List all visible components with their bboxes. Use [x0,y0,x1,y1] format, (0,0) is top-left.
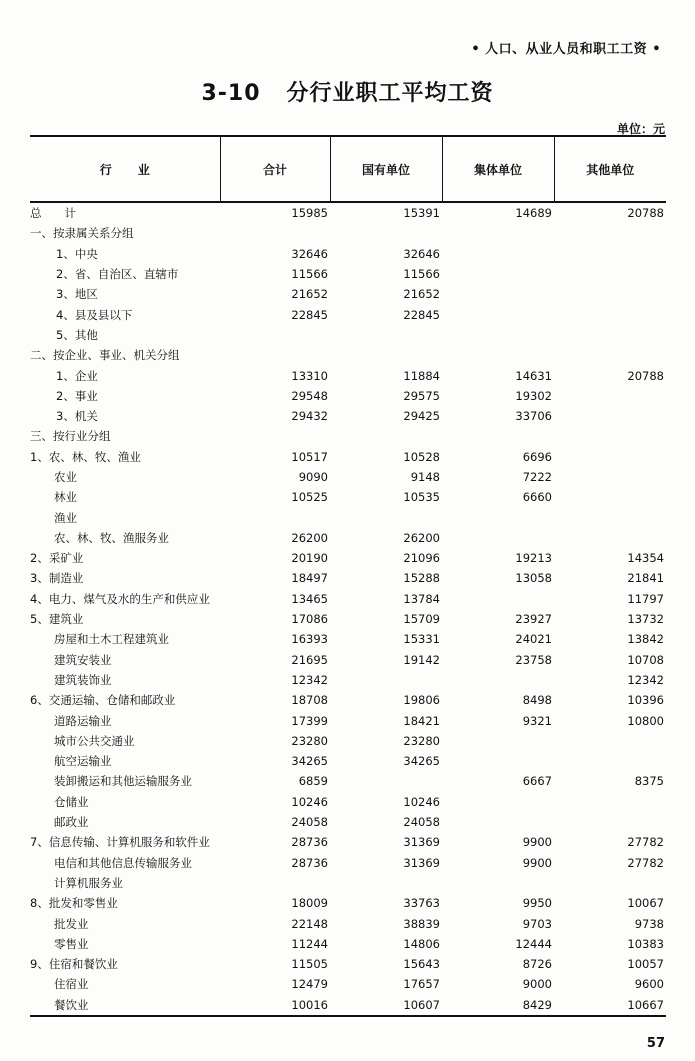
cell-other: 13842 [627,632,664,647]
table-row [30,731,666,751]
cell-state: 10528 [403,449,440,464]
row-label: 9、住宿和餐饮业 [30,957,118,972]
cell-collective: 9900 [522,855,552,870]
cell-other: 11797 [627,591,664,606]
cell-collective: 9000 [522,977,552,992]
cell-state [330,771,442,791]
cell-collective: 13058 [515,571,552,586]
cell-state: 38839 [403,916,440,931]
cell-collective: 6660 [522,490,552,505]
cell-state: 10246 [403,794,440,809]
table-row [30,995,666,1016]
cell-total [220,873,330,893]
table-row [30,568,666,588]
cell-other [554,467,666,487]
cell-other: 10067 [627,896,664,911]
cell-state: 32646 [403,246,440,261]
cell-collective [442,264,554,284]
cell-total: 29432 [291,409,328,424]
cell-total [220,325,330,345]
cell-other [554,284,666,304]
row-label: 零售业 [54,936,89,951]
cell-state [330,345,442,365]
row-label: 建筑装饰业 [54,672,112,687]
row-label: 房屋和土木工程建筑业 [54,632,169,647]
row-label: 2、采矿业 [30,551,84,566]
cell-state [330,325,442,345]
table-row [30,792,666,812]
table-row [30,426,666,446]
cell-total: 9090 [298,470,328,484]
row-label: 6、交通运输、仓储和邮政业 [30,693,176,708]
table-row [30,447,666,467]
row-label: 3、制造业 [30,571,84,586]
row-label: 一、按隶属关系分组 [30,226,134,241]
cell-other [554,447,666,467]
row-label: 1、中央 [56,246,98,261]
cell-total: 13465 [291,591,328,606]
table-row [30,853,666,873]
cell-state: 19142 [403,652,440,667]
cell-total: 11505 [291,957,328,972]
cell-collective: 24021 [515,632,552,647]
cell-total: 21695 [291,652,328,667]
row-label: 仓储业 [54,794,89,809]
cell-total: 32646 [291,246,328,261]
table-row [30,670,666,690]
cell-collective: 8498 [522,693,552,708]
row-label: 1、企业 [56,368,98,383]
cell-total: 11566 [291,267,328,282]
col-header-total: 合计 [220,136,330,202]
row-label: 1、农、林、牧、渔业 [30,449,141,464]
cell-collective: 9703 [522,916,552,931]
cell-other: 10057 [627,957,664,972]
cell-collective [442,528,554,548]
cell-state: 11566 [403,267,440,282]
cell-collective: 23927 [515,612,552,627]
cell-state: 24058 [403,815,440,830]
cell-state: 34265 [403,754,440,769]
col-header-other: 其他单位 [554,136,666,202]
unit-label: 单位：元 [616,122,665,136]
cell-other: 13732 [627,612,664,627]
row-label: 总 计 [30,206,76,221]
cell-other [554,792,666,812]
wage-table [30,135,666,1017]
row-label: 三、按行业分组 [30,429,111,444]
cell-total: 17086 [291,612,328,627]
cell-state: 10607 [330,995,442,1016]
cell-total [220,345,330,365]
cell-other [554,873,666,893]
table-row [30,304,666,324]
cell-other: 10383 [627,936,664,951]
row-label: 住宿业 [54,977,89,992]
cell-total: 12342 [291,672,328,687]
row-label: 电信和其他信息传输服务业 [54,855,192,870]
cell-total: 16393 [291,632,328,647]
cell-total: 10016 [220,995,330,1016]
col-header-industry: 行业 [30,136,220,202]
cell-other: 21841 [627,571,664,586]
cell-collective [442,731,554,751]
cell-total: 22148 [291,916,328,931]
row-label: 3、地区 [56,287,98,302]
cell-collective [442,284,554,304]
cell-other [554,507,666,527]
cell-state: 15288 [403,571,440,586]
cell-other: 9738 [634,916,664,931]
col-header-collective: 集体单位 [442,136,554,202]
cell-other [554,223,666,243]
cell-collective: 14631 [515,368,552,383]
cell-collective: 12444 [515,936,552,951]
cell-state: 23280 [403,733,440,748]
cell-other: 9600 [634,977,664,992]
cell-collective [442,304,554,324]
cell-total: 24058 [291,815,328,830]
cell-collective: 33706 [515,409,552,424]
cell-state: 15709 [403,612,440,627]
cell-state: 22845 [403,307,440,322]
table-row [30,771,666,791]
row-label: 4、县及县以下 [56,307,133,322]
cell-state [330,873,442,893]
table-row [30,893,666,913]
row-label: 5、其他 [56,327,98,342]
row-label: 道路运输业 [54,713,112,728]
cell-total: 18009 [291,896,328,911]
cell-state: 21652 [403,287,440,302]
row-label: 农业 [54,470,77,484]
cell-collective: 23758 [515,652,552,667]
cell-state: 31369 [403,855,440,870]
cell-other: 27782 [627,835,664,850]
cell-total: 13310 [291,368,328,383]
cell-state: 33763 [403,896,440,911]
running-header: • 人口、从业人员和职工工资 • [471,42,661,57]
row-label: 5、建筑业 [30,612,84,627]
row-label: 航空运输业 [54,754,112,769]
row-label: 计算机服务业 [54,875,123,890]
table-row [30,264,666,284]
cell-total: 21652 [291,287,328,302]
cell-collective: 8726 [522,957,552,972]
cell-state: 29425 [403,409,440,424]
cell-other [554,528,666,548]
table-body [30,202,666,1016]
cell-total: 28736 [291,835,328,850]
cell-state [330,426,442,446]
table-row [30,528,666,548]
row-label: 2、省、自治区、直辖市 [56,267,179,282]
cell-state: 31369 [403,835,440,850]
cell-state: 29575 [403,388,440,403]
row-label: 渔业 [54,510,77,525]
page-number: 57 [646,1036,665,1051]
table-header-row [30,136,666,202]
cell-collective: 14689 [515,206,552,221]
cell-collective [442,751,554,771]
cell-other [554,325,666,345]
cell-collective [442,792,554,812]
table-row [30,650,666,670]
row-label: 3、机关 [56,409,98,424]
page-title [0,76,695,107]
table-row [30,609,666,629]
table-row [30,202,666,223]
table-row [30,690,666,710]
cell-state: 10535 [403,490,440,505]
table-row [30,873,666,893]
cell-other: 20788 [627,368,664,383]
table-row [30,812,666,832]
cell-collective: 19213 [515,551,552,566]
cell-state: 13784 [403,591,440,606]
cell-total: 20190 [291,551,328,566]
cell-state: 11884 [403,368,440,383]
cell-total: 29548 [291,388,328,403]
cell-state: 21096 [403,551,440,566]
row-label: 建筑安装业 [54,652,112,667]
cell-state: 17657 [403,977,440,992]
cell-collective [442,244,554,264]
cell-other [554,812,666,832]
cell-collective [442,325,554,345]
cell-other: 8375 [634,774,664,789]
cell-other [554,244,666,264]
cell-other [554,426,666,446]
cell-other [554,487,666,507]
row-label: 8、批发和零售业 [30,896,118,911]
cell-collective [442,426,554,446]
cell-collective: 9950 [522,896,552,911]
cell-other [554,264,666,284]
cell-other: 12342 [627,672,664,687]
cell-other: 20788 [627,206,664,221]
cell-collective: 7222 [522,470,552,484]
cell-other [554,751,666,771]
table-row [30,954,666,974]
cell-total: 10517 [291,449,328,464]
cell-total: 11244 [291,936,328,951]
cell-collective [442,345,554,365]
cell-other [554,731,666,751]
cell-collective [442,873,554,893]
table-row [30,467,666,487]
table-row [30,589,666,609]
row-label: 城市公共交通业 [54,733,135,748]
cell-state [330,223,442,243]
table-row [30,345,666,365]
table-row [30,284,666,304]
cell-other [554,406,666,426]
cell-collective: 9900 [522,835,552,850]
row-label: 2、事业 [56,388,98,403]
cell-state: 15331 [403,632,440,647]
cell-other: 10667 [554,995,666,1016]
table-row [30,629,666,649]
table-row [30,325,666,345]
cell-other: 10708 [627,652,664,667]
cell-other: 14354 [627,551,664,566]
cell-total: 34265 [291,754,328,769]
cell-collective [442,507,554,527]
cell-collective: 6696 [522,449,552,464]
table-row [30,913,666,933]
cell-total: 12479 [291,977,328,992]
cell-state: 15643 [403,957,440,972]
cell-collective [442,670,554,690]
cell-collective: 6667 [522,774,552,789]
cell-other [554,304,666,324]
cell-total: 18497 [291,571,328,586]
table-row [30,487,666,507]
table-row [30,365,666,385]
row-label: 餐饮业 [30,995,220,1016]
row-label: 林业 [54,490,77,505]
table-row [30,548,666,568]
cell-state: 26200 [403,530,440,545]
cell-other: 27782 [627,855,664,870]
cell-collective: 8429 [442,995,554,1016]
table-row [30,386,666,406]
cell-collective [442,589,554,609]
table-row [30,832,666,852]
cell-collective [442,223,554,243]
cell-state: 18421 [403,713,440,728]
cell-total [220,223,330,243]
cell-state [330,670,442,690]
table-row [30,406,666,426]
cell-total: 10525 [291,490,328,505]
cell-state [330,507,442,527]
table-row [30,751,666,771]
row-label: 邮政业 [54,815,89,830]
cell-total: 15985 [291,206,328,221]
cell-collective: 19302 [515,388,552,403]
cell-other: 10396 [627,693,664,708]
cell-collective [442,812,554,832]
cell-state: 9148 [410,470,440,484]
cell-collective: 9321 [522,713,552,728]
table-row [30,934,666,954]
cell-total: 28736 [291,855,328,870]
cell-total: 10246 [291,794,328,809]
cell-total: 17399 [291,713,328,728]
table-number: 3-10 [201,81,261,106]
cell-other [554,345,666,365]
cell-state: 15391 [403,206,440,221]
table-row [30,710,666,730]
table-row [30,974,666,994]
cell-total [220,426,330,446]
cell-total [220,507,330,527]
cell-state: 14806 [403,936,440,951]
table-row [30,244,666,264]
cell-total: 23280 [291,733,328,748]
row-label: 农、林、牧、渔服务业 [54,530,169,545]
row-label: 7、信息传输、计算机服务和软件业 [30,835,210,850]
cell-other [554,386,666,406]
cell-total: 26200 [291,530,328,545]
row-label: 二、按企业、事业、机关分组 [30,348,180,363]
cell-total: 22845 [291,307,328,322]
cell-total: 18708 [291,693,328,708]
row-label: 批发业 [54,916,89,931]
cell-other: 10800 [627,713,664,728]
table-row [30,507,666,527]
row-label: 4、电力、煤气及水的生产和供应业 [30,591,210,606]
cell-total: 6859 [298,774,328,789]
table-title: 分行业职工平均工资 [286,81,494,106]
cell-state: 19806 [403,693,440,708]
table-row [30,223,666,243]
col-header-state: 国有单位 [330,136,442,202]
row-label: 装卸搬运和其他运输服务业 [54,774,192,789]
